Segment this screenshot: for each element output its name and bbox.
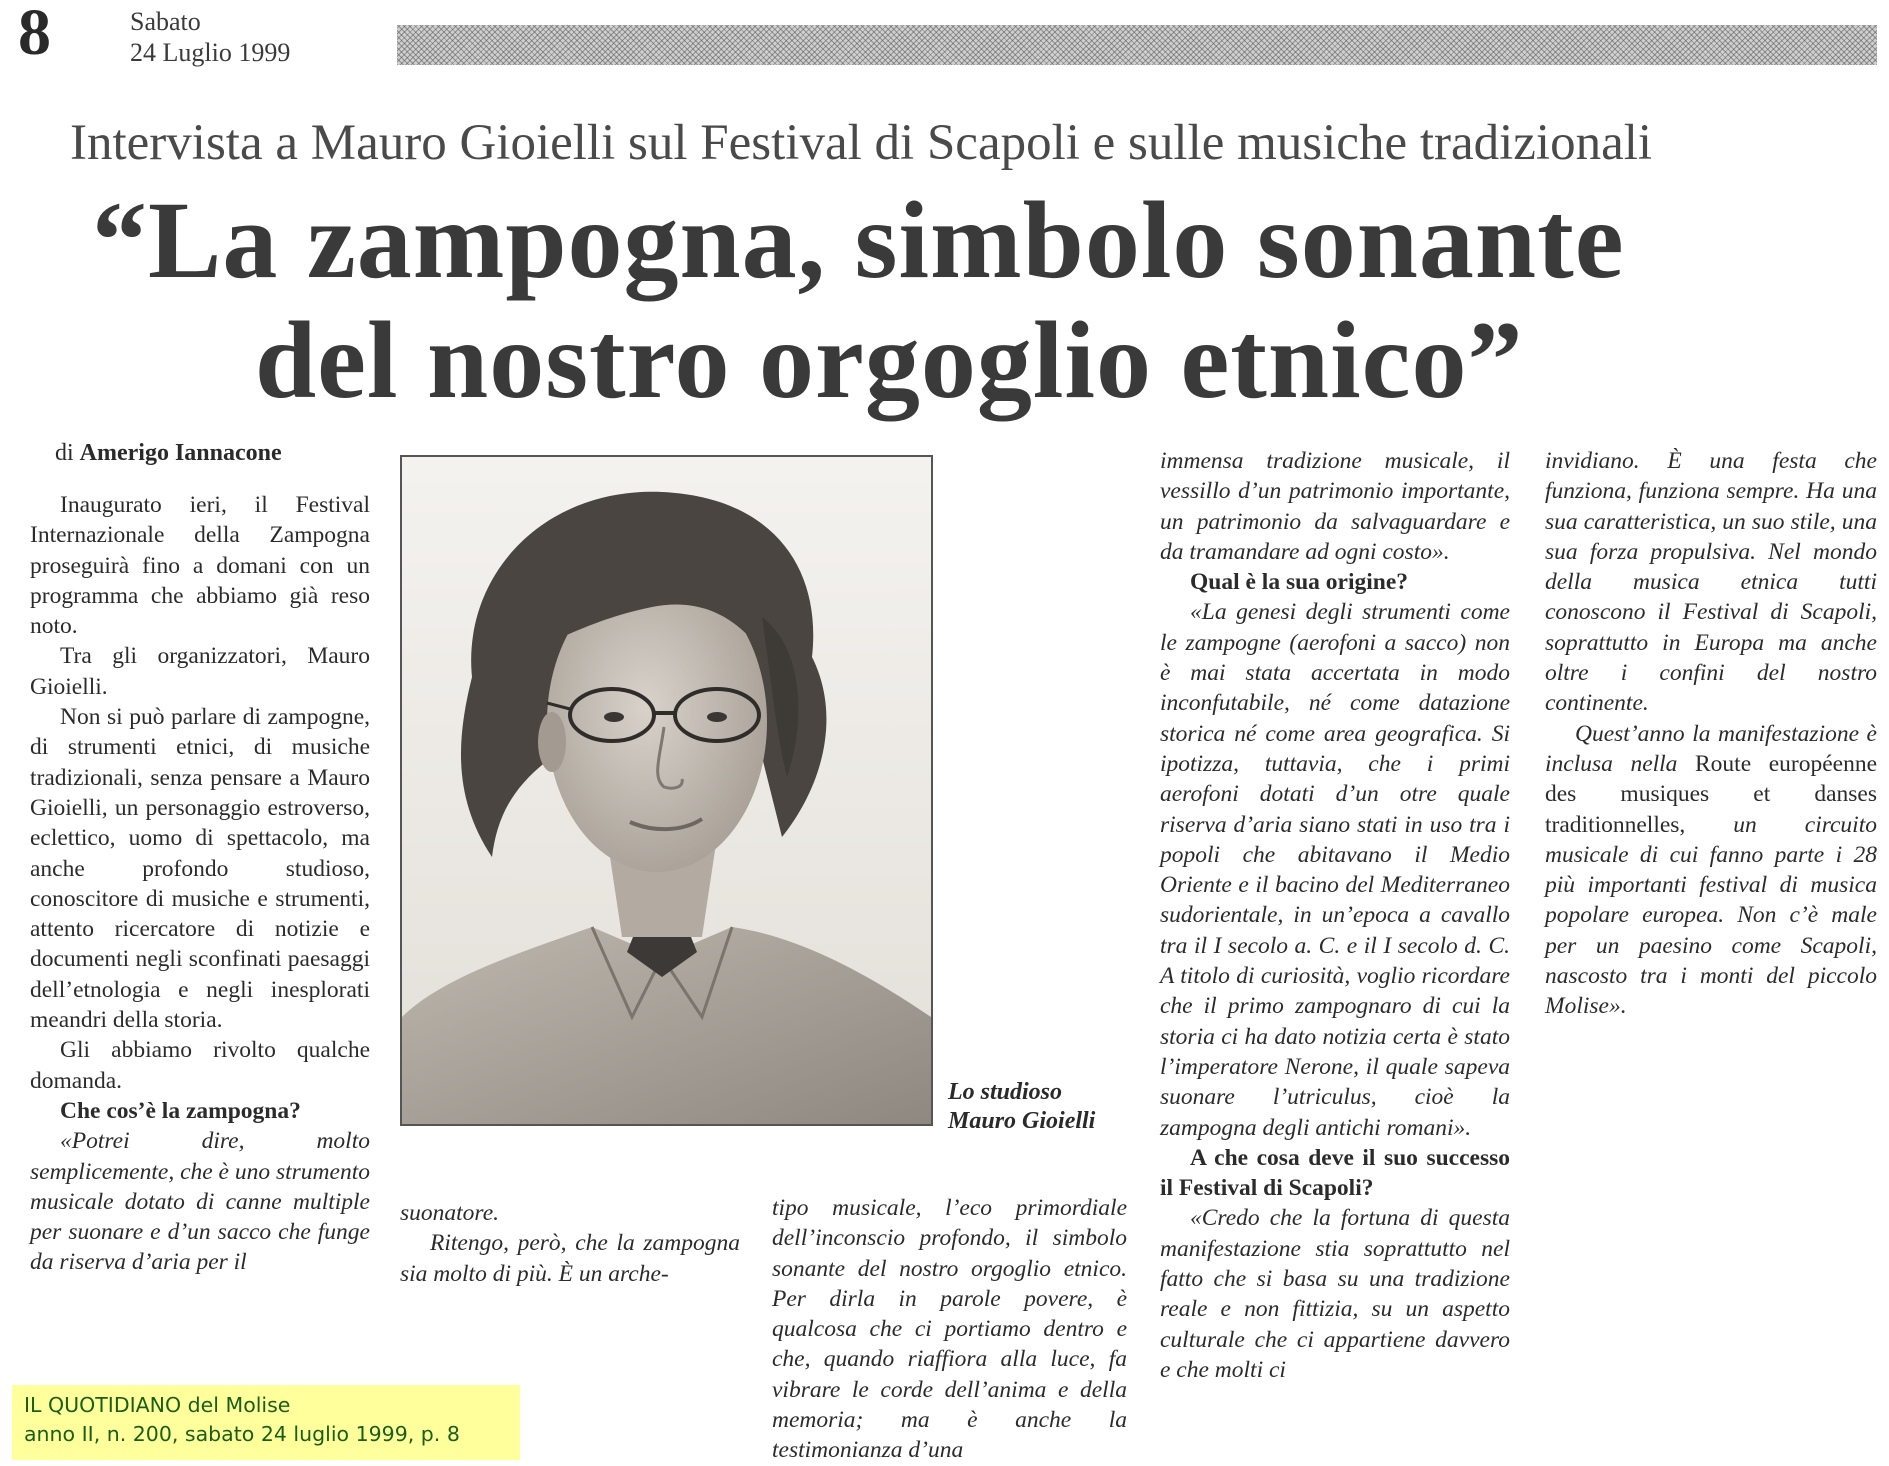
- interview-question: Che cos’è la zampogna?: [60, 1097, 301, 1124]
- article-column-5: [1545, 446, 1877, 1022]
- page-number: 8: [18, 0, 51, 69]
- issue-full-date: 24 Luglio 1999: [130, 38, 291, 67]
- portrait-illustration: [402, 457, 931, 1124]
- source-citation: [12, 1385, 520, 1460]
- interview-answer: «La genesi degli strumenti come le zampogne (aerofoni a sacco) non è mai stata accertata in modo inconfutabile, né come datazione storica né come area geografica. Si ipotizza, tuttavia, che i primi aerofoni dotati d’un otre quale riserva d’aria siano stati in uso tra i popoli che abitavano il Medio Oriente e il bacino del Mediterraneo sudorientale, in un’epoca a cavallo tra il I secolo a. C. e il I secolo d. C. A titolo di curiosità, voglio ricordare che il primo zampognaro di cui la storia ci ha dato notizia certa è stato l’imperatore Nerone, il quale sapeva suonare l’utriculus, cioè la zampogna degli antichi romani».: [1160, 599, 1510, 1141]
- photo-caption-line: Mauro Gioielli: [948, 1108, 1096, 1134]
- portrait-photo: [400, 455, 933, 1126]
- headline-line-2: del nostro orgoglio etnico”: [255, 299, 1524, 421]
- masthead-pattern-bar: [397, 25, 1877, 65]
- citation-line-2: anno II, n. 200, sabato 24 luglio 1999, p. 8: [24, 1422, 460, 1446]
- byline-prefix: di: [55, 440, 74, 466]
- article-column-2: [400, 1198, 740, 1289]
- interview-answer-cont: Ritengo, però, che la zampogna sia molto di più. È un arche-: [400, 1230, 740, 1287]
- photo-caption-line: Lo studioso: [948, 1079, 1063, 1105]
- text-span-roman: Route européenne des musiques et danses traditionnelles,: [1545, 750, 1877, 838]
- byline-author: Amerigo Iannacone: [79, 440, 282, 466]
- issue-date: [130, 6, 290, 68]
- article-column-3: [772, 1193, 1127, 1466]
- paragraph: Non si può parlare di zampogne, di strumenti etnici, di musiche tradizionali, senza pensare a Mauro Gioielli, un personaggio estroverso, eclettico, uomo di spettacolo, ma anche profondo studioso, conoscitore di musiche e strumenti, attento ricercatore di notizie e documenti negli sconfinati paesaggi dell’etnologia e negli inesplorati meandri della storia.: [30, 704, 370, 1034]
- article-column-4: [1160, 446, 1510, 1385]
- interview-question: Qual è la sua origine?: [1190, 569, 1409, 596]
- interview-answer-cont: tipo musicale, l’eco primordiale dell’inconscio profondo, il simbolo sonante del nostro orgoglio etnico. Per dirla in parole povere, è qualcosa che ci portiamo dentro e che, quando riaffiora alla luce, fa vibrare le corde dell’anima e della memoria; ma è anche la testimonianza d’una: [772, 1195, 1127, 1464]
- text-span: Quest’anno la manifestazione è inclusa nella: [1545, 720, 1877, 777]
- interview-answer: «Credo che la fortuna di questa manifestazione stia soprattutto nel fatto che si basa su una tradizione reale e non fittizia, su un aspetto culturale che ci appartiene davvero e che molti ci: [1160, 1205, 1510, 1383]
- interview-answer-cont: invidiano. È una festa che funziona, funziona sempre. Ha una sua caratteristica, un suo stile, una sua forza propulsiva. Nel mondo della musica etnica tutti conoscono il Festival di Scapoli, soprattutto in Europa ma anche oltre i confini del nostro continente.: [1545, 448, 1877, 717]
- text-span: un circuito musicale di cui fanno parte i 28 più importanti festival di musica popolare europea. Non c’è male per un paesino come Scapoli, nascosto tra i monti del piccolo Molise».: [1545, 811, 1877, 1020]
- photo-caption: [948, 1078, 1095, 1136]
- paragraph: Tra gli organizzatori, Mauro Gioielli.: [30, 643, 370, 700]
- paragraph: Gli abbiamo rivolto qualche domanda.: [30, 1037, 370, 1094]
- interview-answer: «Potrei dire, molto semplicemente, che è uno strumento musicale dotato di canne multiple per suonare e d’un sacco che funge da riserva d’aria per il: [30, 1128, 370, 1276]
- citation-line-1: IL QUOTIDIANO del Molise: [24, 1393, 291, 1417]
- interview-answer-cont: immensa tradizione musicale, il vessillo d’un patrimonio importante, un patrimonio da salvaguardare e da tramandare ad ogni costo».: [1160, 448, 1510, 565]
- article-column-1: [30, 490, 370, 1278]
- interview-question: A che cosa deve il suo successo il Festival di Scapoli?: [1160, 1144, 1510, 1202]
- interview-answer-cont: suonatore.: [400, 1200, 500, 1226]
- issue-day: Sabato: [130, 7, 201, 36]
- byline: [55, 440, 282, 467]
- headline-kicker: Intervista a Mauro Gioielli sul Festival di Scapoli e sulle musiche tradizionali: [70, 115, 1653, 171]
- paragraph: Inaugurato ieri, il Festival Internazionale della Zampogna proseguirà fino a domani con un programma che abbiamo già reso noto.: [30, 492, 370, 640]
- paragraph: [1545, 719, 1877, 1022]
- headline-line-1: “La zampogna, simbolo sonante: [92, 179, 1625, 301]
